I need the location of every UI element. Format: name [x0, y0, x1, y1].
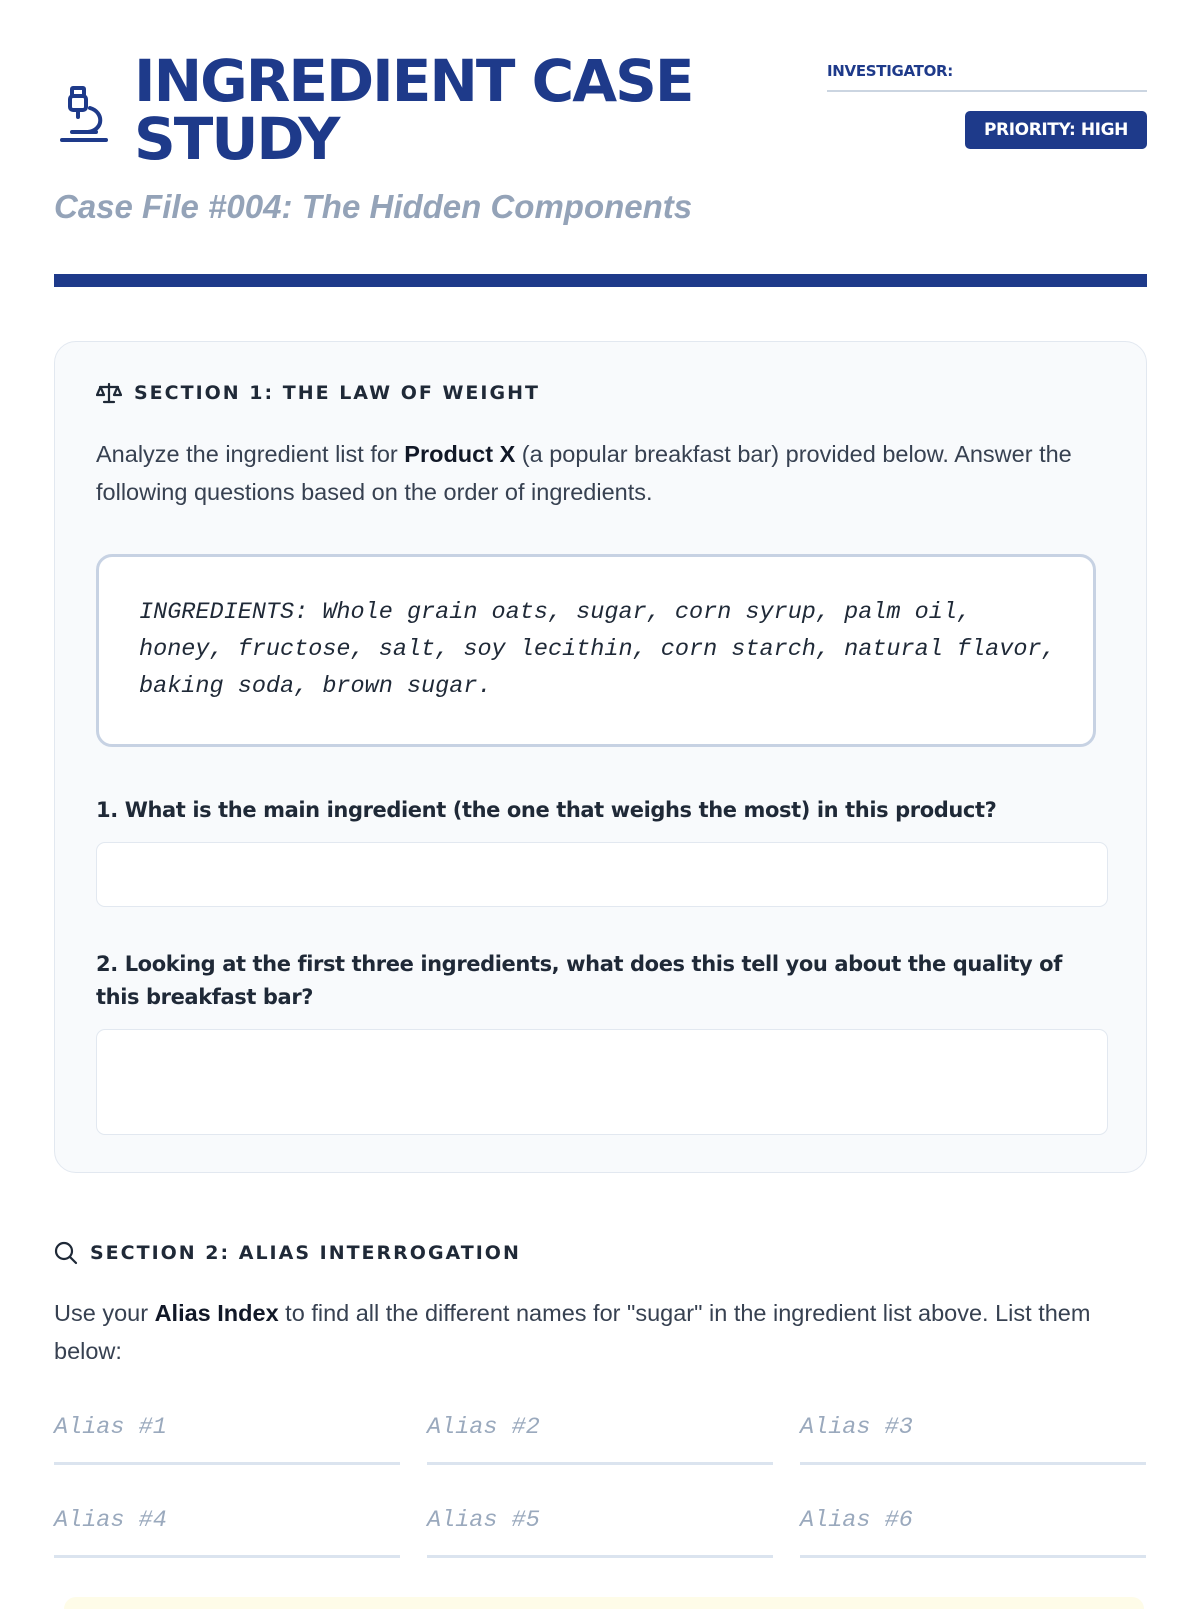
section-2-heading: [54, 1241, 521, 1265]
page-title: [134, 47, 774, 173]
alias-2-placeholder: Alias #2: [427, 1414, 540, 1441]
alias-1-input[interactable]: [54, 1414, 400, 1465]
page-title-line-1: INGREDIENT CASE: [134, 47, 693, 115]
alias-index-name: Alias Index: [154, 1300, 279, 1326]
section-2-intro-text-rest: to find all the different names for "sugar" in the ingredient list above. List them below:: [54, 1300, 1091, 1364]
section-2-intro-text: Use your: [54, 1300, 155, 1326]
question-2: 2. Looking at the first three ingredients, what does this tell you about the quality of this breakfast bar?: [96, 952, 1062, 1009]
worksheet-header: [54, 0, 1147, 290]
section-1-heading: [96, 382, 540, 404]
alias-2-input[interactable]: [427, 1414, 773, 1465]
section-2-title: SECTION 2: ALIAS INTERROGATION: [90, 1242, 521, 1264]
alias-3-input[interactable]: [800, 1414, 1146, 1465]
answer-1-field[interactable]: [96, 842, 1108, 907]
alias-5-placeholder: Alias #5: [427, 1507, 540, 1534]
section-1-intro-text-rest: (a popular breakfast bar) provided below. Answer the following questions based on the order of ingredients.: [96, 441, 1072, 505]
search-icon: [54, 1241, 78, 1265]
ingredients-list: INGREDIENTS: Whole grain oats, sugar, corn syrup, palm oil, honey, fructose, salt, soy lecithin, corn starch, natural flavor, baking soda, brown sugar.: [139, 599, 1056, 700]
alias-6-placeholder: Alias #6: [800, 1507, 913, 1534]
investigator-label: INVESTIGATOR:: [827, 62, 953, 80]
ingredients-box: [96, 554, 1096, 747]
alias-5-input[interactable]: [427, 1507, 773, 1558]
priority-badge: PRIORITY: HIGH: [965, 111, 1147, 149]
investigator-field[interactable]: [827, 62, 1147, 92]
alias-6-input[interactable]: [800, 1507, 1146, 1558]
section-1-intro: [96, 435, 1106, 511]
product-name: Product X: [404, 441, 516, 467]
page-title-line-2: STUDY: [134, 105, 339, 173]
alias-3-placeholder: Alias #3: [800, 1414, 913, 1441]
section-2-intro: [54, 1294, 1114, 1370]
section-1-intro-text: Analyze the ingredient list for: [96, 441, 405, 467]
question-1: 1. What is the main ingredient (the one that weighs the most) in this product?: [96, 798, 997, 822]
worksheet-page: [54, 0, 1147, 1534]
next-section-card-edge: [64, 1597, 1144, 1609]
alias-1-placeholder: Alias #1: [54, 1414, 167, 1441]
alias-4-placeholder: Alias #4: [54, 1507, 167, 1534]
scale-icon: [96, 382, 122, 404]
section-1-title: SECTION 1: THE LAW OF WEIGHT: [134, 382, 540, 404]
answer-2-field[interactable]: [96, 1029, 1108, 1135]
header-divider: [54, 274, 1147, 287]
page-subtitle: Case File #004: The Hidden Components: [54, 188, 693, 225]
microscope-icon: [56, 84, 110, 144]
alias-4-input[interactable]: [54, 1507, 400, 1558]
